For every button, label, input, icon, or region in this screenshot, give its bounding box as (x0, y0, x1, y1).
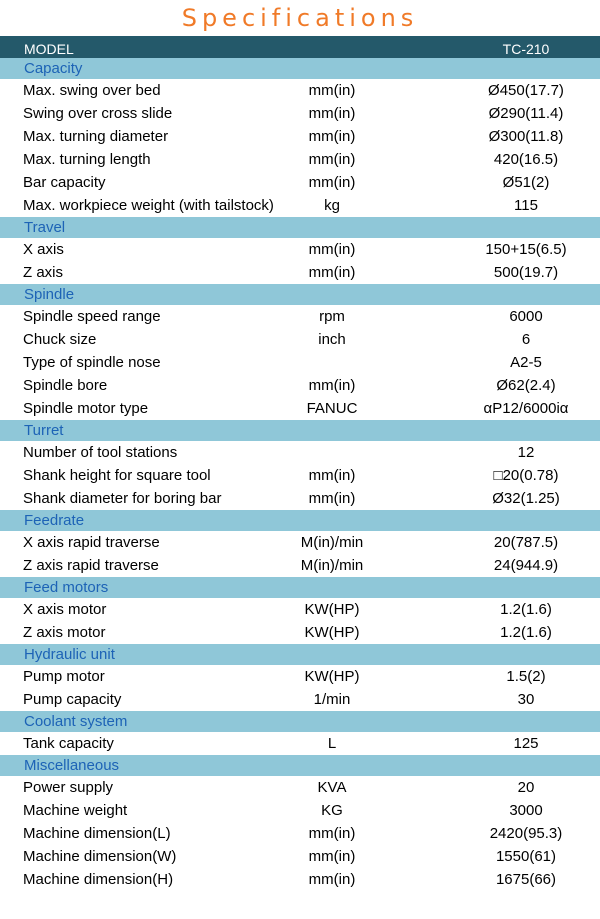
spec-value: 12 (517, 444, 535, 461)
spec-value: Ø32(1.25) (492, 490, 560, 507)
table-row (0, 397, 600, 420)
spec-item: Number of tool stations (23, 444, 178, 461)
spec-unit: KW(HP) (304, 624, 360, 641)
spec-value: 3000 (509, 802, 543, 819)
spec-value: 30 (517, 691, 535, 708)
spec-unit: mm(in) (308, 151, 356, 168)
section-header: Turret (0, 420, 600, 441)
spec-unit: KW(HP) (304, 668, 360, 685)
spec-item: Type of spindle nose (23, 354, 161, 371)
table-row (0, 125, 600, 148)
spec-item: Machine dimension(W) (23, 848, 177, 865)
spec-item: Max. turning length (23, 151, 151, 168)
spec-value: 150+15(6.5) (485, 241, 567, 258)
spec-unit: mm(in) (308, 82, 356, 99)
spec-item: Shank diameter for boring bar (23, 490, 222, 507)
spec-item: Shank height for square tool (23, 467, 211, 484)
spec-item: Swing over cross slide (23, 105, 173, 122)
spec-unit: KW(HP) (304, 601, 360, 618)
header-label: MODEL (24, 41, 74, 57)
spec-item: X axis (23, 241, 64, 258)
spec-unit: L (327, 735, 337, 752)
spec-value: 1.2(1.6) (500, 624, 552, 641)
spec-value: □20(0.78) (493, 467, 559, 484)
spec-value: Ø62(2.4) (496, 377, 556, 394)
spec-item: Max. swing over bed (23, 82, 161, 99)
table-row (0, 868, 600, 891)
spec-value: 420(16.5) (493, 151, 559, 168)
spec-unit: inch (318, 331, 346, 348)
spec-value: Ø300(11.8) (488, 128, 564, 145)
spec-unit: mm(in) (308, 490, 356, 507)
spec-unit: mm(in) (308, 467, 356, 484)
spec-value: 24(944.9) (493, 557, 559, 574)
spec-item: Z axis motor (23, 624, 106, 641)
spec-item: Z axis rapid traverse (23, 557, 159, 574)
spec-unit: mm(in) (308, 128, 356, 145)
table-row (0, 732, 600, 755)
spec-table (0, 58, 600, 891)
spec-item: X axis rapid traverse (23, 534, 160, 551)
spec-value: 6 (521, 331, 531, 348)
spec-value: 20 (517, 779, 535, 796)
table-row (0, 799, 600, 822)
spec-value: Ø51(2) (502, 174, 550, 191)
spec-item: Z axis (23, 264, 64, 281)
spec-value: 6000 (509, 308, 543, 325)
spec-unit: mm(in) (308, 241, 356, 258)
header-model-value: TC-210 (502, 41, 550, 57)
section-header: Miscellaneous (0, 755, 600, 776)
page-title: Specifications (181, 4, 419, 32)
spec-item: Machine dimension(L) (23, 825, 171, 842)
section-header: Capacity (0, 58, 600, 79)
spec-item: Machine dimension(H) (23, 871, 174, 888)
table-row (0, 351, 600, 374)
section-header: Feedrate (0, 510, 600, 531)
section-header: Hydraulic unit (0, 644, 600, 665)
section-header: Feed motors (0, 577, 600, 598)
table-row (0, 79, 600, 102)
spec-unit: mm(in) (308, 825, 356, 842)
spec-item: Spindle speed range (23, 308, 161, 325)
table-row (0, 776, 600, 799)
spec-item: Spindle motor type (23, 400, 149, 417)
table-row (0, 148, 600, 171)
table-row (0, 822, 600, 845)
spec-unit: M(in)/min (300, 534, 364, 551)
spec-item: Pump motor (23, 668, 105, 685)
table-header (0, 36, 600, 58)
spec-unit: 1/min (313, 691, 351, 708)
spec-value: 2420(95.3) (489, 825, 563, 842)
table-row (0, 598, 600, 621)
spec-value: 115 (514, 197, 538, 214)
table-row (0, 261, 600, 284)
spec-unit: mm(in) (308, 377, 356, 394)
table-row (0, 328, 600, 351)
table-row (0, 194, 600, 217)
section-header: Travel (0, 217, 600, 238)
spec-unit: M(in)/min (300, 557, 364, 574)
spec-unit: kg (324, 197, 340, 214)
spec-unit: FANUC (306, 400, 358, 417)
spec-value: A2-5 (510, 354, 542, 371)
spec-item: X axis motor (23, 601, 107, 618)
spec-value: 1675(66) (495, 871, 557, 888)
spec-unit: mm(in) (308, 848, 356, 865)
spec-item: Spindle bore (23, 377, 108, 394)
section-header: Coolant system (0, 711, 600, 732)
spec-item: Max. workpiece weight (with tailstock) (23, 197, 274, 214)
spec-value: 1.5(2) (506, 668, 546, 685)
spec-unit: mm(in) (308, 264, 356, 281)
spec-unit: mm(in) (308, 105, 356, 122)
spec-value: 20(787.5) (493, 534, 559, 551)
spec-value: 125 (513, 735, 539, 752)
table-row (0, 487, 600, 510)
table-row (0, 238, 600, 261)
spec-unit: mm(in) (308, 871, 356, 888)
section-header: Spindle (0, 284, 600, 305)
table-row (0, 531, 600, 554)
spec-item: Pump capacity (23, 691, 122, 708)
spec-item: Bar capacity (23, 174, 106, 191)
table-row (0, 305, 600, 328)
table-row (0, 171, 600, 194)
spec-item: Machine weight (23, 802, 128, 819)
spec-item: Chuck size (23, 331, 97, 348)
spec-unit: KG (321, 802, 343, 819)
spec-value: 500(19.7) (493, 264, 559, 281)
table-row (0, 665, 600, 688)
spec-unit: rpm (319, 308, 345, 325)
table-row (0, 441, 600, 464)
table-row (0, 688, 600, 711)
spec-item: Power supply (23, 779, 114, 796)
spec-unit: mm(in) (308, 174, 356, 191)
spec-value: Ø290(11.4) (488, 105, 564, 122)
spec-item: Tank capacity (23, 735, 114, 752)
table-row (0, 621, 600, 644)
spec-value: 1.2(1.6) (500, 601, 552, 618)
spec-value: Ø450(17.7) (488, 82, 564, 99)
spec-value: 1550(61) (495, 848, 557, 865)
spec-value: αP12/6000iα (483, 400, 569, 417)
table-row (0, 464, 600, 487)
table-row (0, 554, 600, 577)
table-row (0, 374, 600, 397)
spec-item: Max. turning diameter (23, 128, 169, 145)
spec-unit: KVA (317, 779, 347, 796)
table-row (0, 102, 600, 125)
table-row (0, 845, 600, 868)
